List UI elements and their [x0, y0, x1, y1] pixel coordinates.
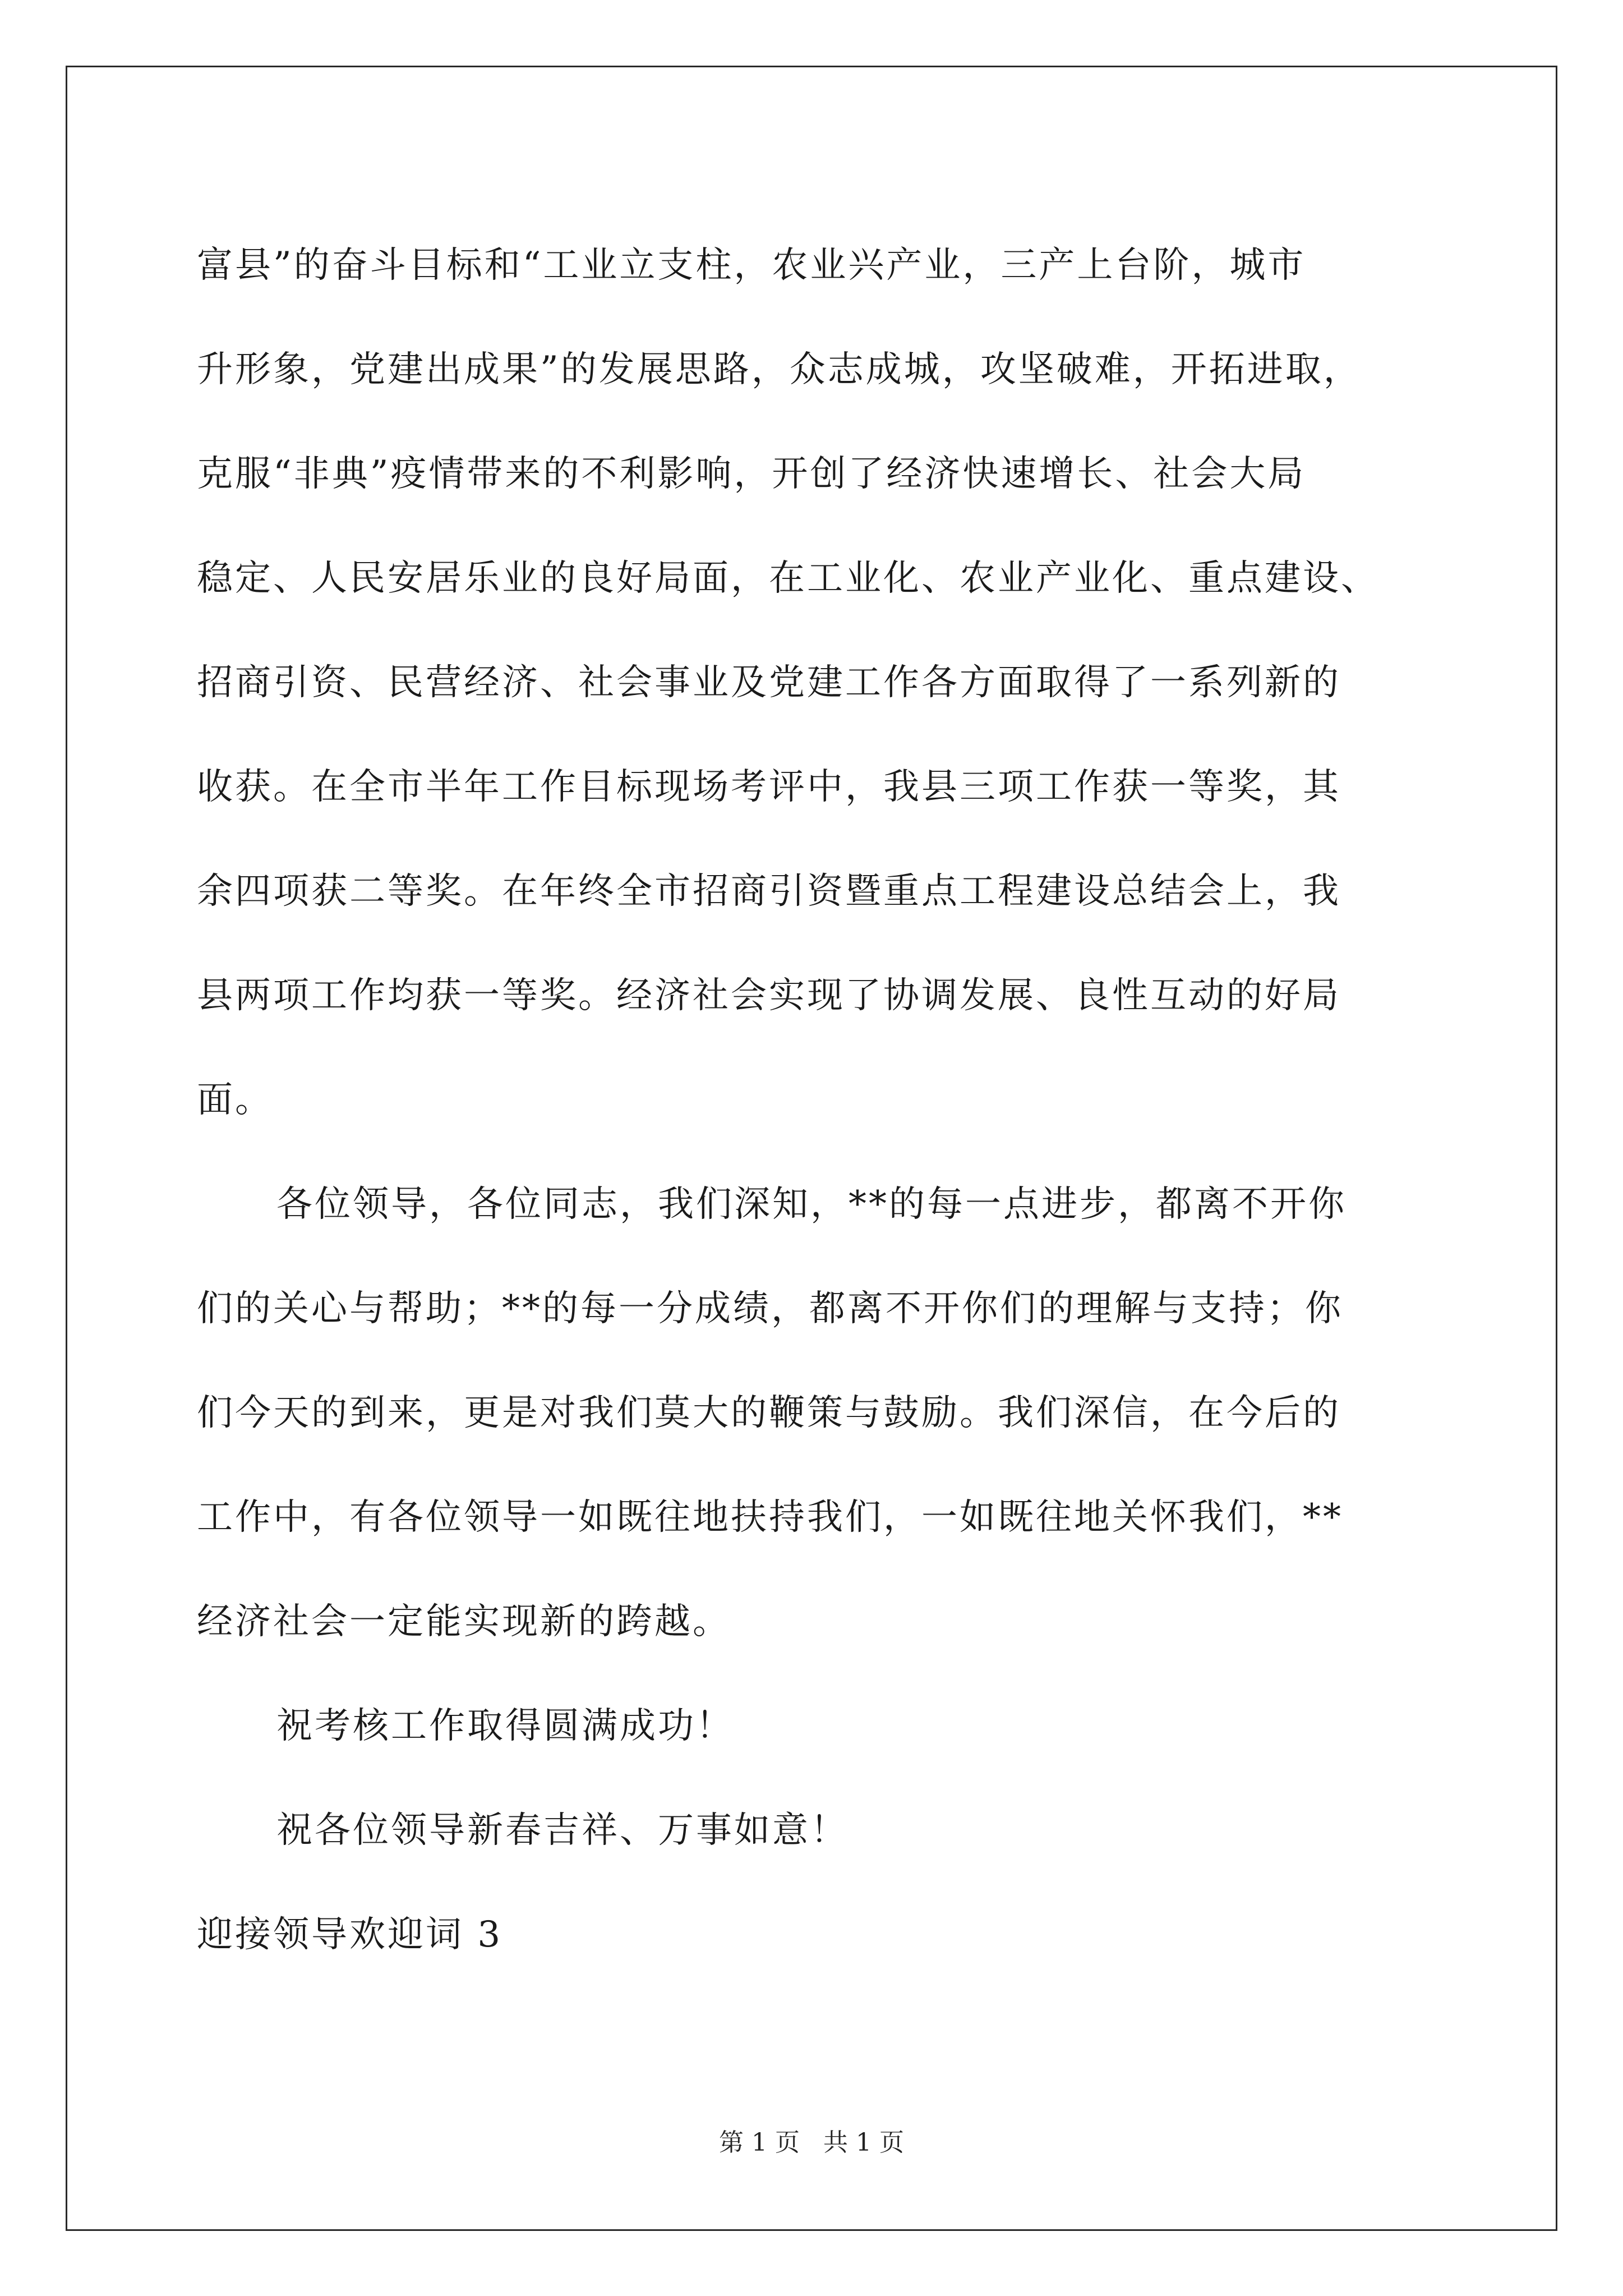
- paragraph-line: 富县”的奋斗目标和“工业立支柱，农业兴产业，三产上台阶，城市: [197, 245, 1306, 286]
- page-footer: 第 1 页 共 1 页: [719, 2128, 904, 2157]
- paragraph-line: 克服“非典”疫情带来的不利影响，开创了经济快速增长、社会大局: [197, 453, 1306, 495]
- document-body: [197, 213, 1459, 1987]
- wish-line-2: 祝各位领导新春吉祥、万事如意！: [276, 1810, 849, 1851]
- paragraph-line: 稳定、人民安居乐业的良好局面，在工业化、农业产业化、重点建设、: [197, 558, 1379, 599]
- paragraph-line: 面。: [197, 1079, 273, 1121]
- paragraph-line: 工作中，有各位领导一如既往地扶持我们，一如既往地关怀我们，**: [197, 1497, 1343, 1538]
- paragraph-line: 各位领导，各位同志，我们深知，**的每一点进步，都离不开你: [276, 1184, 1347, 1225]
- section-heading: 迎接领导欢迎词 3: [197, 1914, 503, 1955]
- paragraph-line: 升形象，党建出成果”的发展思路，众志成城，攻坚破难，开拓进取，: [197, 349, 1362, 390]
- paragraph-line: 们的关心与帮助；**的每一分成绩，都离不开你们的理解与支持；你: [197, 1288, 1343, 1329]
- paragraph-line: 余四项获二等奖。在年终全市招商引资暨重点工程建设总结会上，我: [197, 871, 1341, 912]
- paragraph-line: 招商引资、民营经济、社会事业及党建工作各方面取得了一系列新的: [197, 662, 1341, 703]
- wish-line-1: 祝考核工作取得圆满成功！: [276, 1705, 734, 1747]
- paragraph-1: [197, 213, 1459, 1152]
- paragraph-2: [197, 1152, 1459, 1674]
- paragraph-line: 收获。在全市半年工作目标现场考评中，我县三项工作获一等奖，其: [197, 766, 1341, 808]
- paragraph-line: 经济社会一定能实现新的跨越。: [197, 1601, 731, 1642]
- paragraph-line: 们今天的到来，更是对我们莫大的鞭策与鼓励。我们深信，在今后的: [197, 1392, 1341, 1434]
- paragraph-line: 县两项工作均获一等奖。经济社会实现了协调发展、良性互动的好局: [197, 975, 1341, 1016]
